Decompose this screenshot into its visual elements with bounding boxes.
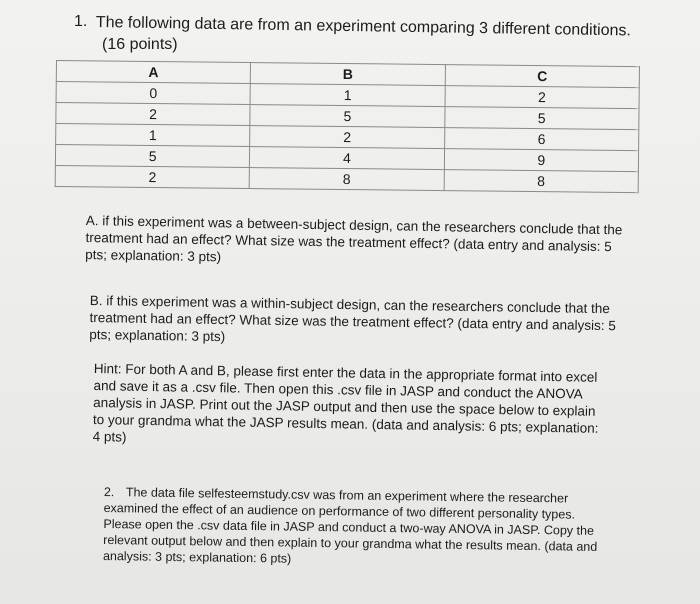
table-cell: 1 [250,84,445,107]
question-1-number: 1. [74,13,88,30]
table-cell: 2 [56,103,251,126]
table-cell: 2 [445,86,640,109]
question-1-part-a: A. if this experiment was a between-subject design, can the researchers conclude that the treatment had an effect? What size was the treatment effect? (data entry and analysis: 5 pts; explanation: 3 pts) [85,212,623,265]
table-cell: 6 [444,128,639,151]
table-cell: 5 [55,145,250,168]
question-1-part-b: B. if this experiment was a within-subject design, can the researchers conclude that the treatment had an effect? What size was the treatment effect? (data entry and analysis: 5 pts; explanation: 3 pts) [89,292,616,345]
table-cell: 5 [444,107,639,130]
table-cell: 1 [56,124,251,147]
column-header-b: B [251,63,446,86]
data-table [55,60,640,193]
question-2-number: 2. [103,484,115,500]
table-cell: 5 [250,105,445,128]
question-2 [103,484,604,571]
table-cell: 2 [55,165,250,188]
table-cell: 8 [249,168,444,191]
table-cell: 8 [444,170,639,193]
table-cell: 0 [56,82,251,105]
question-2-text: The data file selfesteemstudy.csv was from an experiment where the researcher examined the effect of an audience on performance of two different personality types. Please open the .csv data file in JASP and conduct a two-way ANOVA in JASP. Copy the relevant output below and then explain to your grandma what the results mean. (data and analysis: 3 pts; explanation: 6 pts) [102,485,598,566]
table-cell: 2 [250,126,445,149]
table-cell: 9 [444,149,639,172]
question-1-points: (16 points) [102,36,178,53]
column-header-c: C [445,65,640,88]
column-header-a: A [56,61,251,84]
question-1-hint: Hint: For both A and B, please first enter the data in the appropriate format into excel and save it as a .csv file. Then open this .csv file in JASP and conduct the ANOVA analysis in JASP. Print out the JASP output and then use the space below to explain to your grandma what the JASP results mean. (data and analysis: 6 pts; explanation: 4 pts) [92,360,599,445]
question-1-title: The following data are from an experiment comparing 3 different conditions. [95,14,632,40]
table-cell: 4 [250,147,445,170]
